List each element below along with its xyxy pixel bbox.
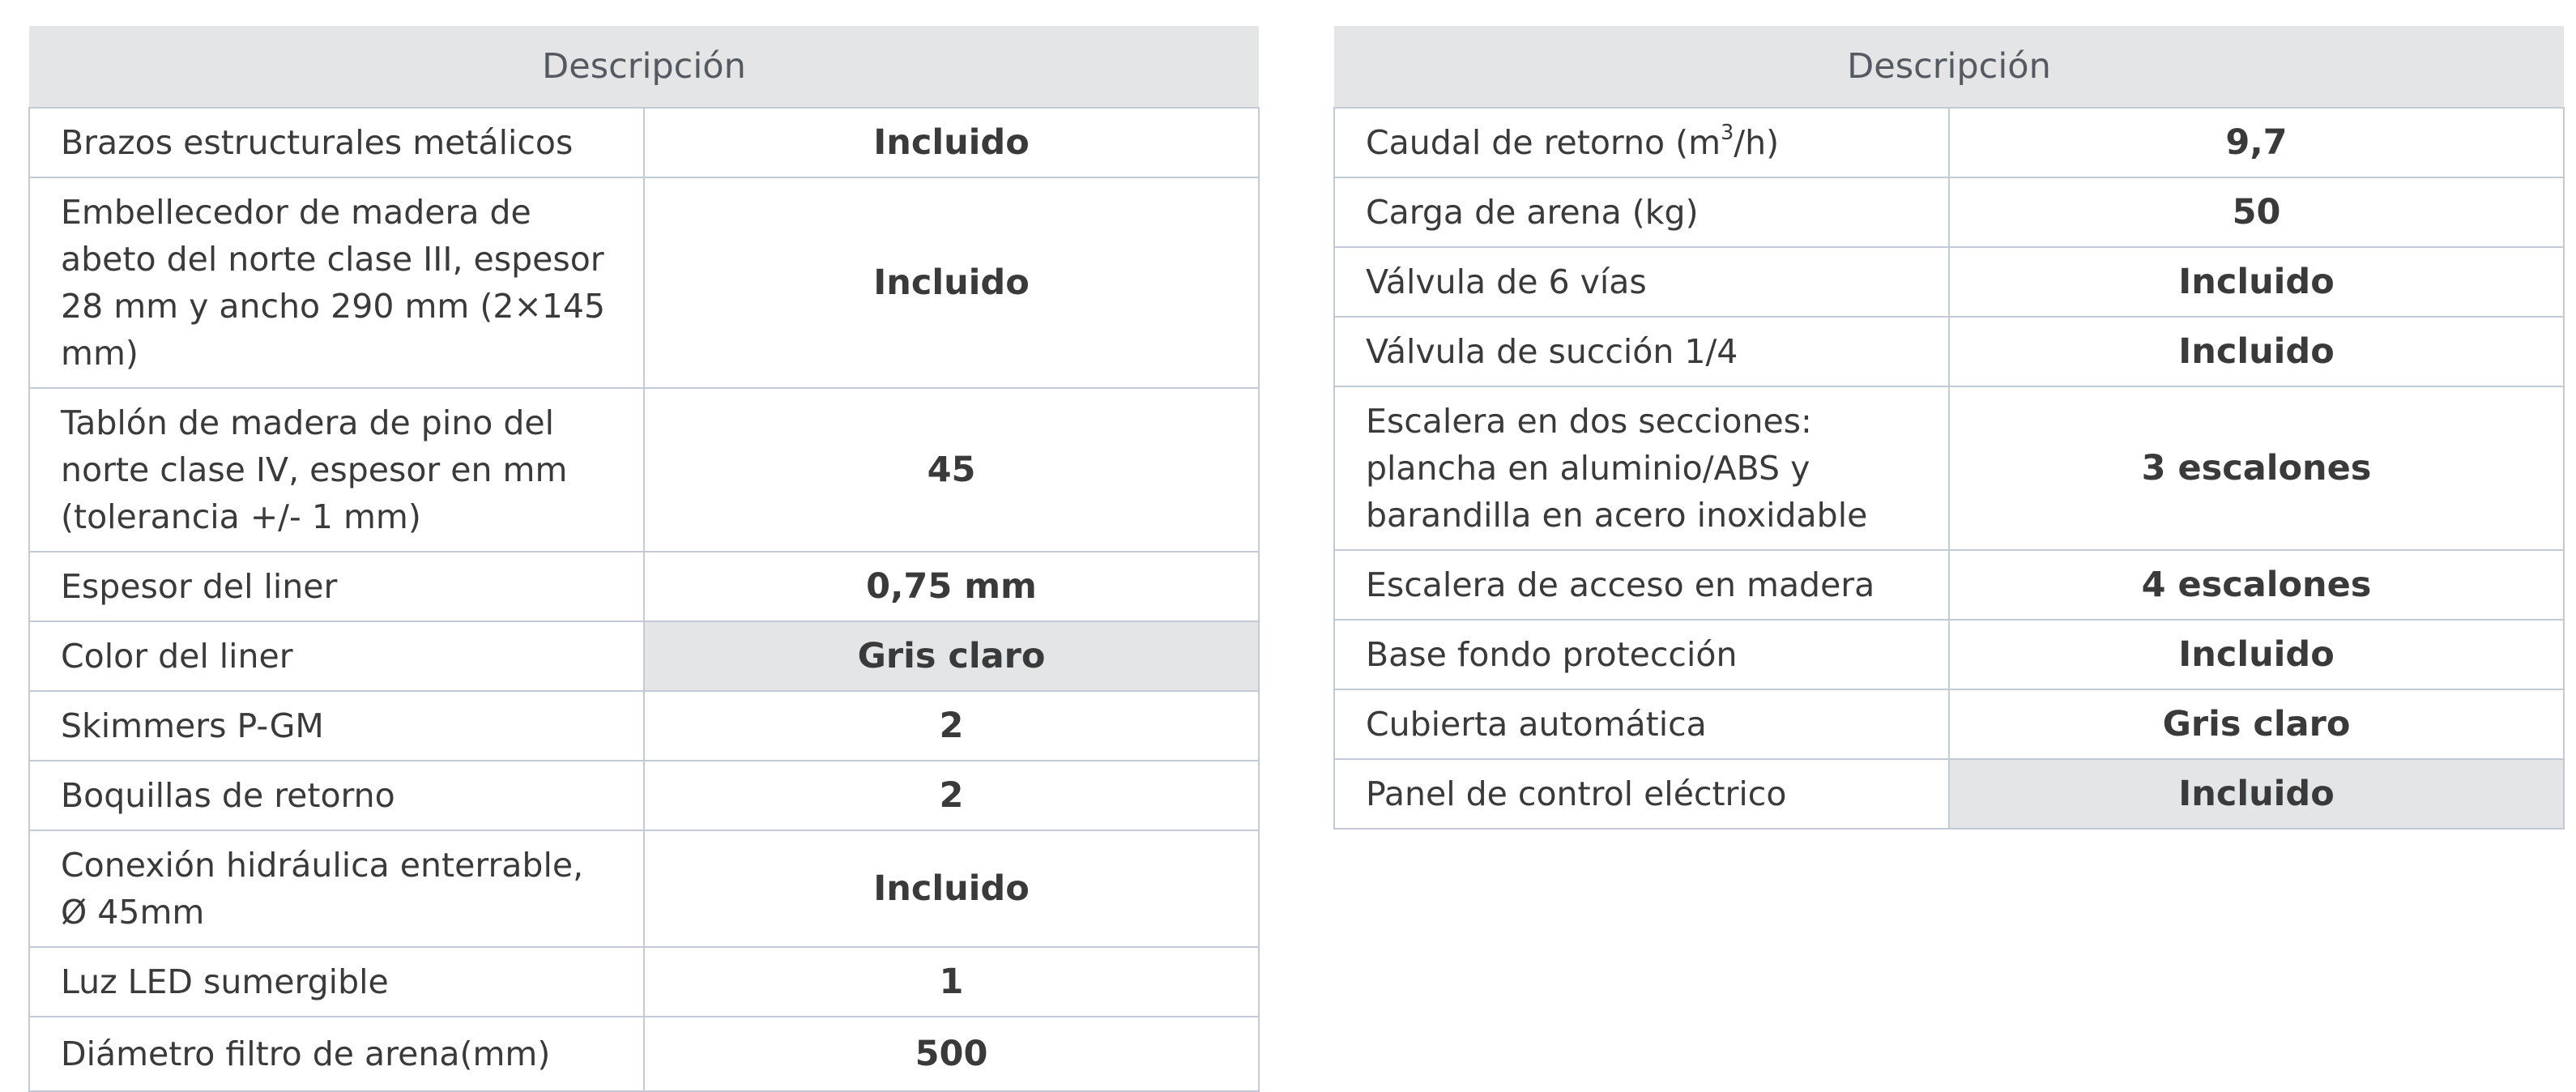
row-label: Embellecedor de madera de abeto del norte clase III, espesor 28 mm y ancho 290 mm (2×145 mm) [29, 177, 644, 388]
table-row [29, 108, 1259, 177]
spec-table-left [28, 26, 1260, 1092]
row-value: 3 escalones [1949, 386, 2564, 550]
row-label: Color del liner [29, 621, 644, 691]
table-row [1334, 247, 2564, 317]
row-label: Tablón de madera de pino del norte clase IV, espesor en mm (tolerancia +/- 1 mm) [29, 388, 644, 552]
row-label: Espesor del liner [29, 552, 644, 621]
row-label: Escalera de acceso en madera [1334, 550, 1949, 620]
table-row [1334, 177, 2564, 247]
row-value: 1 [644, 947, 1259, 1017]
table-row [29, 388, 1259, 552]
table-row [29, 947, 1259, 1017]
row-label: Válvula de succión 1/4 [1334, 317, 1949, 386]
table-row [1334, 620, 2564, 689]
row-label: Base fondo protección [1334, 620, 1949, 689]
row-value: 0,75 mm [644, 552, 1259, 621]
flow-label-superscript: 3 [1721, 120, 1734, 145]
flow-label-unit: /h) [1734, 123, 1780, 162]
row-label: Escalera en dos secciones: plancha en aluminio/ABS y barandilla en acero inoxidable [1334, 386, 1949, 550]
row-label: Carga de arena (kg) [1334, 177, 1949, 247]
row-value: Incluido [1949, 759, 2564, 829]
table-header-row [29, 26, 1259, 108]
table-row [29, 552, 1259, 621]
row-value: 50 [1949, 177, 2564, 247]
spec-table-right [1333, 26, 2565, 830]
table-header: Descripción [29, 26, 1259, 108]
row-value: 4 escalones [1949, 550, 2564, 620]
table-row [1334, 386, 2564, 550]
row-label [1334, 108, 1949, 177]
table-row [1334, 108, 2564, 177]
table-row [29, 691, 1259, 761]
row-value: Incluido [644, 108, 1259, 177]
row-value: 45 [644, 388, 1259, 552]
table-row [1334, 759, 2564, 829]
row-label: Skimmers P-GM [29, 691, 644, 761]
flow-label-text: Caudal de retorno (m [1366, 123, 1721, 162]
table-header: Descripción [1334, 26, 2564, 108]
row-label: Boquillas de retorno [29, 761, 644, 830]
row-label: Panel de control eléctrico [1334, 759, 1949, 829]
row-label: Conexión hidráulica enterrable, Ø 45mm [29, 830, 644, 947]
row-label: Luz LED sumergible [29, 947, 644, 1017]
row-value: 2 [644, 761, 1259, 830]
row-value: Incluido [644, 177, 1259, 388]
table-header-row [1334, 26, 2564, 108]
row-label: Válvula de 6 vías [1334, 247, 1949, 317]
row-label: Diámetro filtro de arena(mm) [29, 1017, 644, 1091]
row-value: Gris claro [1949, 689, 2564, 759]
row-value: 9,7 [1949, 108, 2564, 177]
table-row [1334, 317, 2564, 386]
row-label: Cubierta automática [1334, 689, 1949, 759]
row-value: Incluido [1949, 317, 2564, 386]
table-row [1334, 550, 2564, 620]
row-value: Incluido [644, 830, 1259, 947]
table-row [29, 761, 1259, 830]
table-row [29, 1017, 1259, 1091]
row-value: 2 [644, 691, 1259, 761]
row-value: Incluido [1949, 620, 2564, 689]
row-value: 500 [644, 1017, 1259, 1091]
table-row [29, 830, 1259, 947]
row-label: Brazos estructurales metálicos [29, 108, 644, 177]
table-row [29, 621, 1259, 691]
table-row [29, 177, 1259, 388]
row-value: Gris claro [644, 621, 1259, 691]
row-value: Incluido [1949, 247, 2564, 317]
table-row [1334, 689, 2564, 759]
